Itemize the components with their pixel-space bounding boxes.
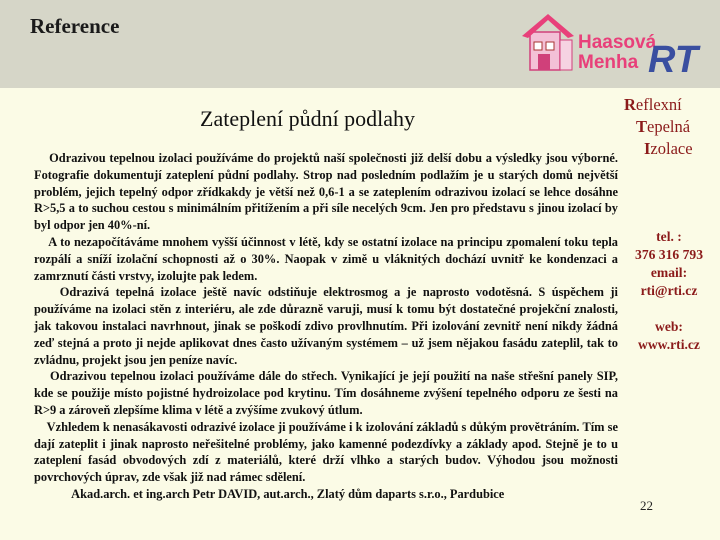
rti-line: Tepelná: [636, 117, 691, 136]
rti-line: Reflexní: [624, 95, 682, 114]
logo-line2: Menha: [578, 52, 639, 73]
email-label: email:: [650, 265, 688, 280]
logo-line1: Haasová: [578, 32, 657, 53]
slide-title: Reference: [30, 14, 120, 38]
paragraph: Odrazivá tepelná izolace ještě navíc odstiňuje elektrosmog a je naprosto vodotěsná. S úspěchem ji používáme na izolaci stěn z interiéru, ale zde důrazně varuji, musí k tomu být dostatečné projekční znalosti, jak takovou instalaci navrhnout, jinak se poškodí zdivo provlhnutím. Při izolování zevnitř není nikdy žádná zeď stejná a proto ji nejde aplikovat dnes často užívaným systémem – už jsem nějakou fasádu zateplil, tak to zvládnu, projekt jsou jen peníze navíc.: [34, 285, 618, 367]
contact-block: [614, 228, 720, 354]
tel-value: 376 316 793: [635, 247, 703, 262]
email-link[interactable]: rti@rti.cz: [640, 283, 698, 298]
rti-line: Izolace: [644, 139, 693, 158]
house-icon: [522, 14, 574, 70]
sidebar: [620, 94, 716, 160]
paragraph: Odrazivou tepelnou izolaci používáme do projektů naší společnosti již delší dobu a výsledky jsou výborné. Fotografie dokumentují zateplení půdní podlahy. Strop nad posledním podlažím je u starých domů největší problém, jejich tepelný odpor zřídkakdy je větší než 0,6-1 a se zateplením odrazivou izolací se lehce dosáhne R>5,5 a to suchou cestou s minimálním přitížením a při síle necelých 9cm. Jen pro představu s jinou izolací by byl odpor jen 40%-ní.: [34, 151, 618, 233]
author-signature: Akad.arch. et ing.arch Petr DAVID, aut.arch., Zlatý dům daparts s.r.o., Pardubice: [34, 486, 505, 501]
paragraph: Odrazivou tepelnou izolaci používáme dále do střech. Vynikající je její použití na naše střešní panely SIP, kde se použije místo pojistné hydroizolace pod krytinu. Tím dosáhneme zvýšení tepelného odporu ze šesti na R>9 a zároveň zlepšíme klima v létě a zvýšíme zvukový útlum.: [34, 369, 618, 417]
paragraph: Vzhledem k nenasákavosti odrazivé izolace ji používáme i k izolování základů s důkým provětráním. Tím se dají zateplit i jinak naprosto neřešitelné problémy, jako kamenné podezdívky a základy apod. Stejně je to u zateplení fasád obvodových zdí z materiálů, které drží vlhko a starých budov. Výhodou jsou možnosti povrchových úprav, zde však již nad rámec sdělení.: [34, 419, 618, 485]
page-heading: Zateplení půdní podlahy: [200, 106, 416, 131]
web-link[interactable]: www.rti.cz: [638, 337, 700, 352]
logo-mark: RT: [648, 39, 698, 81]
page-number: 22: [640, 498, 653, 513]
tel-label: tel. :: [656, 229, 682, 244]
web-label: web:: [655, 319, 683, 334]
article-body: [34, 150, 618, 503]
company-logo: [508, 6, 708, 86]
rti-acronym: [620, 94, 716, 160]
paragraph: A to nezapočítáváme mnohem vyšší účinnost v létě, kdy se ostatní izolace na principu zpomalení toku tepla rozpálí a sníží izolační schopnosti až o 30%. Naopak v zimě u vláknitých dochází uvnitř ke kondenzaci a zamrznutí části vrstvy, izolujte pak ledem.: [34, 234, 618, 283]
